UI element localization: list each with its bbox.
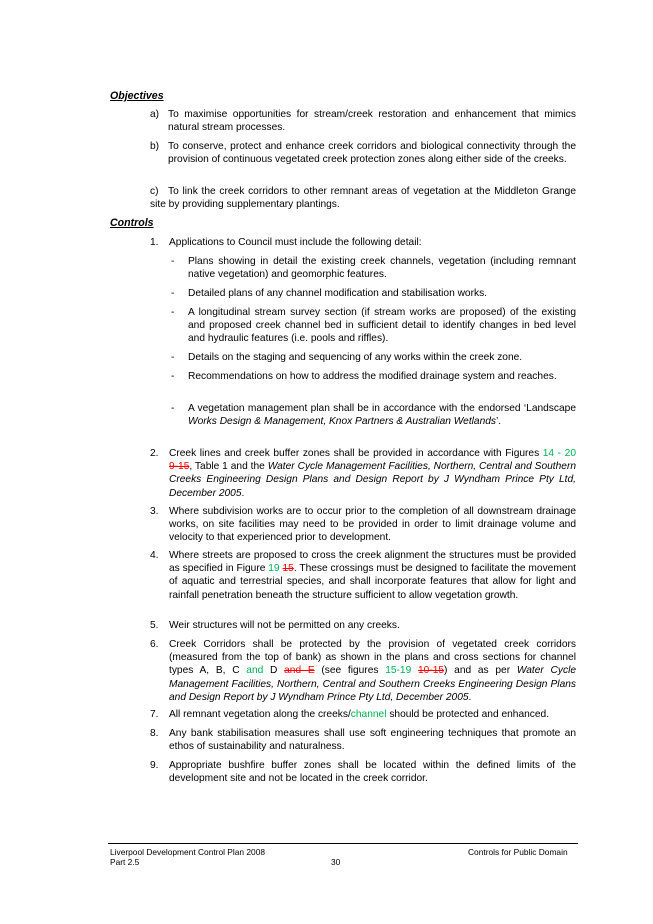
- control-item-8: [150, 727, 576, 753]
- dash-bullet: -: [171, 403, 175, 414]
- subitem-5: [171, 370, 576, 383]
- control-number: 5.: [150, 620, 159, 631]
- deleted-text: 9-15: [169, 461, 190, 473]
- footer-title: Liverpool Development Control Plan 2008: [110, 847, 266, 857]
- control-number: 3.: [150, 506, 159, 517]
- controls-heading: Controls: [110, 217, 154, 229]
- dash-bullet: -: [171, 352, 175, 363]
- text-run: ’.: [496, 416, 502, 428]
- control-item-4: [150, 549, 576, 602]
- italic-run: Works Design & Management, Knox Partners & Australian Wetlands: [188, 416, 497, 428]
- subitem-text: Recommendations on how to address the modified drainage system and reaches.: [188, 371, 557, 382]
- control-number: 7.: [150, 709, 159, 720]
- text-run: [411, 665, 418, 676]
- text-run: Where streets are proposed to cross the creek alignment the structures must be provided as specified in Figure: [169, 550, 576, 575]
- control-item-9: [150, 759, 576, 785]
- deleted-text: and E: [284, 665, 315, 677]
- subitem-text: A longitudinal stream survey section (if stream works are proposed) of the existing and proposed creek channel bed in sufficient detail to identify changes in bed level and hydraulic features (i.e. pools and riffles).: [188, 307, 576, 345]
- text-run: D: [263, 665, 285, 677]
- text-run: .: [468, 691, 472, 703]
- control-text: Any bank stabilisation measures shall use soft engineering techniques that promote an ethos of sustainability and naturalness.: [169, 728, 576, 753]
- text-run: Creek lines and creek buffer zones shall be provided in accordance with Figures: [169, 448, 543, 459]
- subitem-2: [171, 287, 576, 300]
- subitem-text: Detailed plans of any channel modification and stabilisation works.: [188, 288, 488, 299]
- text-run: A vegetation management plan shall be in accordance with the endorsed ‘Landscape: [188, 403, 576, 414]
- footer-section: Controls for Public Domain: [468, 847, 568, 857]
- objective-item-a: [150, 108, 576, 134]
- objective-label: c): [150, 186, 159, 197]
- dash-bullet: -: [171, 256, 175, 267]
- footer-part: Part 2.5: [110, 857, 140, 867]
- text-run: . These crossings must be designed to facilitate the movement of aquatic and terrestrial species, and shall incorporate features that allow for light and rainfall penetration beneath the structure sufficient to allow vegetation growth.: [169, 563, 576, 601]
- deleted-text: 10-15: [417, 665, 445, 677]
- control-text: [150, 708, 576, 721]
- subitem-4: [171, 351, 576, 364]
- subitem-text: Plans showing in detail the existing creek channels, vegetation (including remnant native vegetation) and geomorphic features.: [188, 256, 576, 281]
- inserted-text: channel: [350, 709, 387, 720]
- page-number: 30: [331, 857, 341, 867]
- control-number: 2.: [150, 448, 159, 459]
- control-text: [150, 549, 576, 602]
- footer-divider: [108, 843, 578, 844]
- control-number: 9.: [150, 760, 159, 771]
- objective-item-c: [150, 185, 576, 211]
- objective-text: To link the creek corridors to other remnant areas of vegetation at the Middleton Grange site by providing supplementary plantings.: [150, 186, 576, 211]
- control-item-3: [150, 505, 576, 545]
- subitem-text: Details on the staging and sequencing of any works within the creek zone.: [188, 352, 523, 363]
- inserted-text: 15-19: [385, 665, 412, 677]
- text-run: should be protected and enhanced.: [386, 709, 550, 720]
- control-text: Where subdivision works are to occur prior to the completion of all downstream drainage works, on site facilities may need to be provided in order to limit drainage volume and velocity to that experienced prior to development.: [169, 506, 576, 544]
- control-text: [150, 638, 576, 704]
- text-run: , Table 1 and the: [189, 461, 268, 473]
- italic-run: Water Cycle Management Facilities, Northern, Central and Southern Creeks Engineering Design Plans and Design Report by J Wyndham Prince Pty Ltd, December 2005: [169, 461, 577, 499]
- text-run: Creek Corridors shall be protected by the provision of vegetated creek corridors (measured from the top of bank) as shown in the plans and cross sections for channel types A, B, C: [169, 639, 576, 677]
- control-text: Weir structures will not be permitted on any creeks.: [169, 620, 400, 631]
- objective-label: a): [150, 109, 160, 120]
- control-item-6: [150, 638, 576, 704]
- control-text: [150, 447, 576, 500]
- control-number: 4.: [150, 550, 159, 561]
- dash-bullet: -: [171, 307, 175, 318]
- objective-item-b: [150, 140, 576, 166]
- control-item-5: [150, 619, 576, 632]
- inserted-text: 14 - 20: [542, 448, 576, 459]
- text-run: .: [241, 487, 245, 499]
- objective-text: To conserve, protect and enhance creek corridors and biological connectivity through the provision of continuous vegetated creek protection zones along either side of the creeks.: [168, 141, 576, 166]
- dash-bullet: -: [171, 371, 175, 382]
- objectives-heading: Objectives: [110, 90, 164, 102]
- inserted-text: 19: [268, 563, 280, 575]
- control-item-1: [150, 236, 576, 249]
- control-text: Appropriate bushfire buffer zones shall be located within the defined limits of the development site and not be located in the creek corridor.: [169, 760, 576, 785]
- control-number: 8.: [150, 728, 159, 739]
- objective-label: b): [150, 141, 160, 152]
- subitem-6: [171, 402, 576, 428]
- control-item-7: [150, 708, 576, 721]
- text-run: (see figures: [314, 665, 386, 677]
- text-run: ) and as per: [444, 665, 517, 677]
- control-item-2: [150, 447, 576, 500]
- subitem-1: [171, 255, 576, 281]
- control-text: Applications to Council must include the following detail:: [169, 237, 422, 248]
- deleted-text: 15: [282, 563, 294, 575]
- inserted-text: and: [246, 665, 264, 677]
- control-number: 6.: [150, 639, 159, 650]
- italic-run: Water Cycle Management Facilities, Northern, Central and Southern Creeks Engineering Design Plans and Design Report by J Wyndham Prince Pty Ltd, December 2005: [169, 665, 576, 703]
- subitem-3: [171, 306, 576, 346]
- subitem-text: [171, 402, 576, 428]
- text-run: All remnant vegetation along the creeks/: [169, 709, 351, 720]
- dash-bullet: -: [171, 288, 175, 299]
- control-number: 1.: [150, 237, 159, 248]
- objective-text: To maximise opportunities for stream/creek restoration and enhancement that mimics natural stream processes.: [168, 109, 576, 134]
